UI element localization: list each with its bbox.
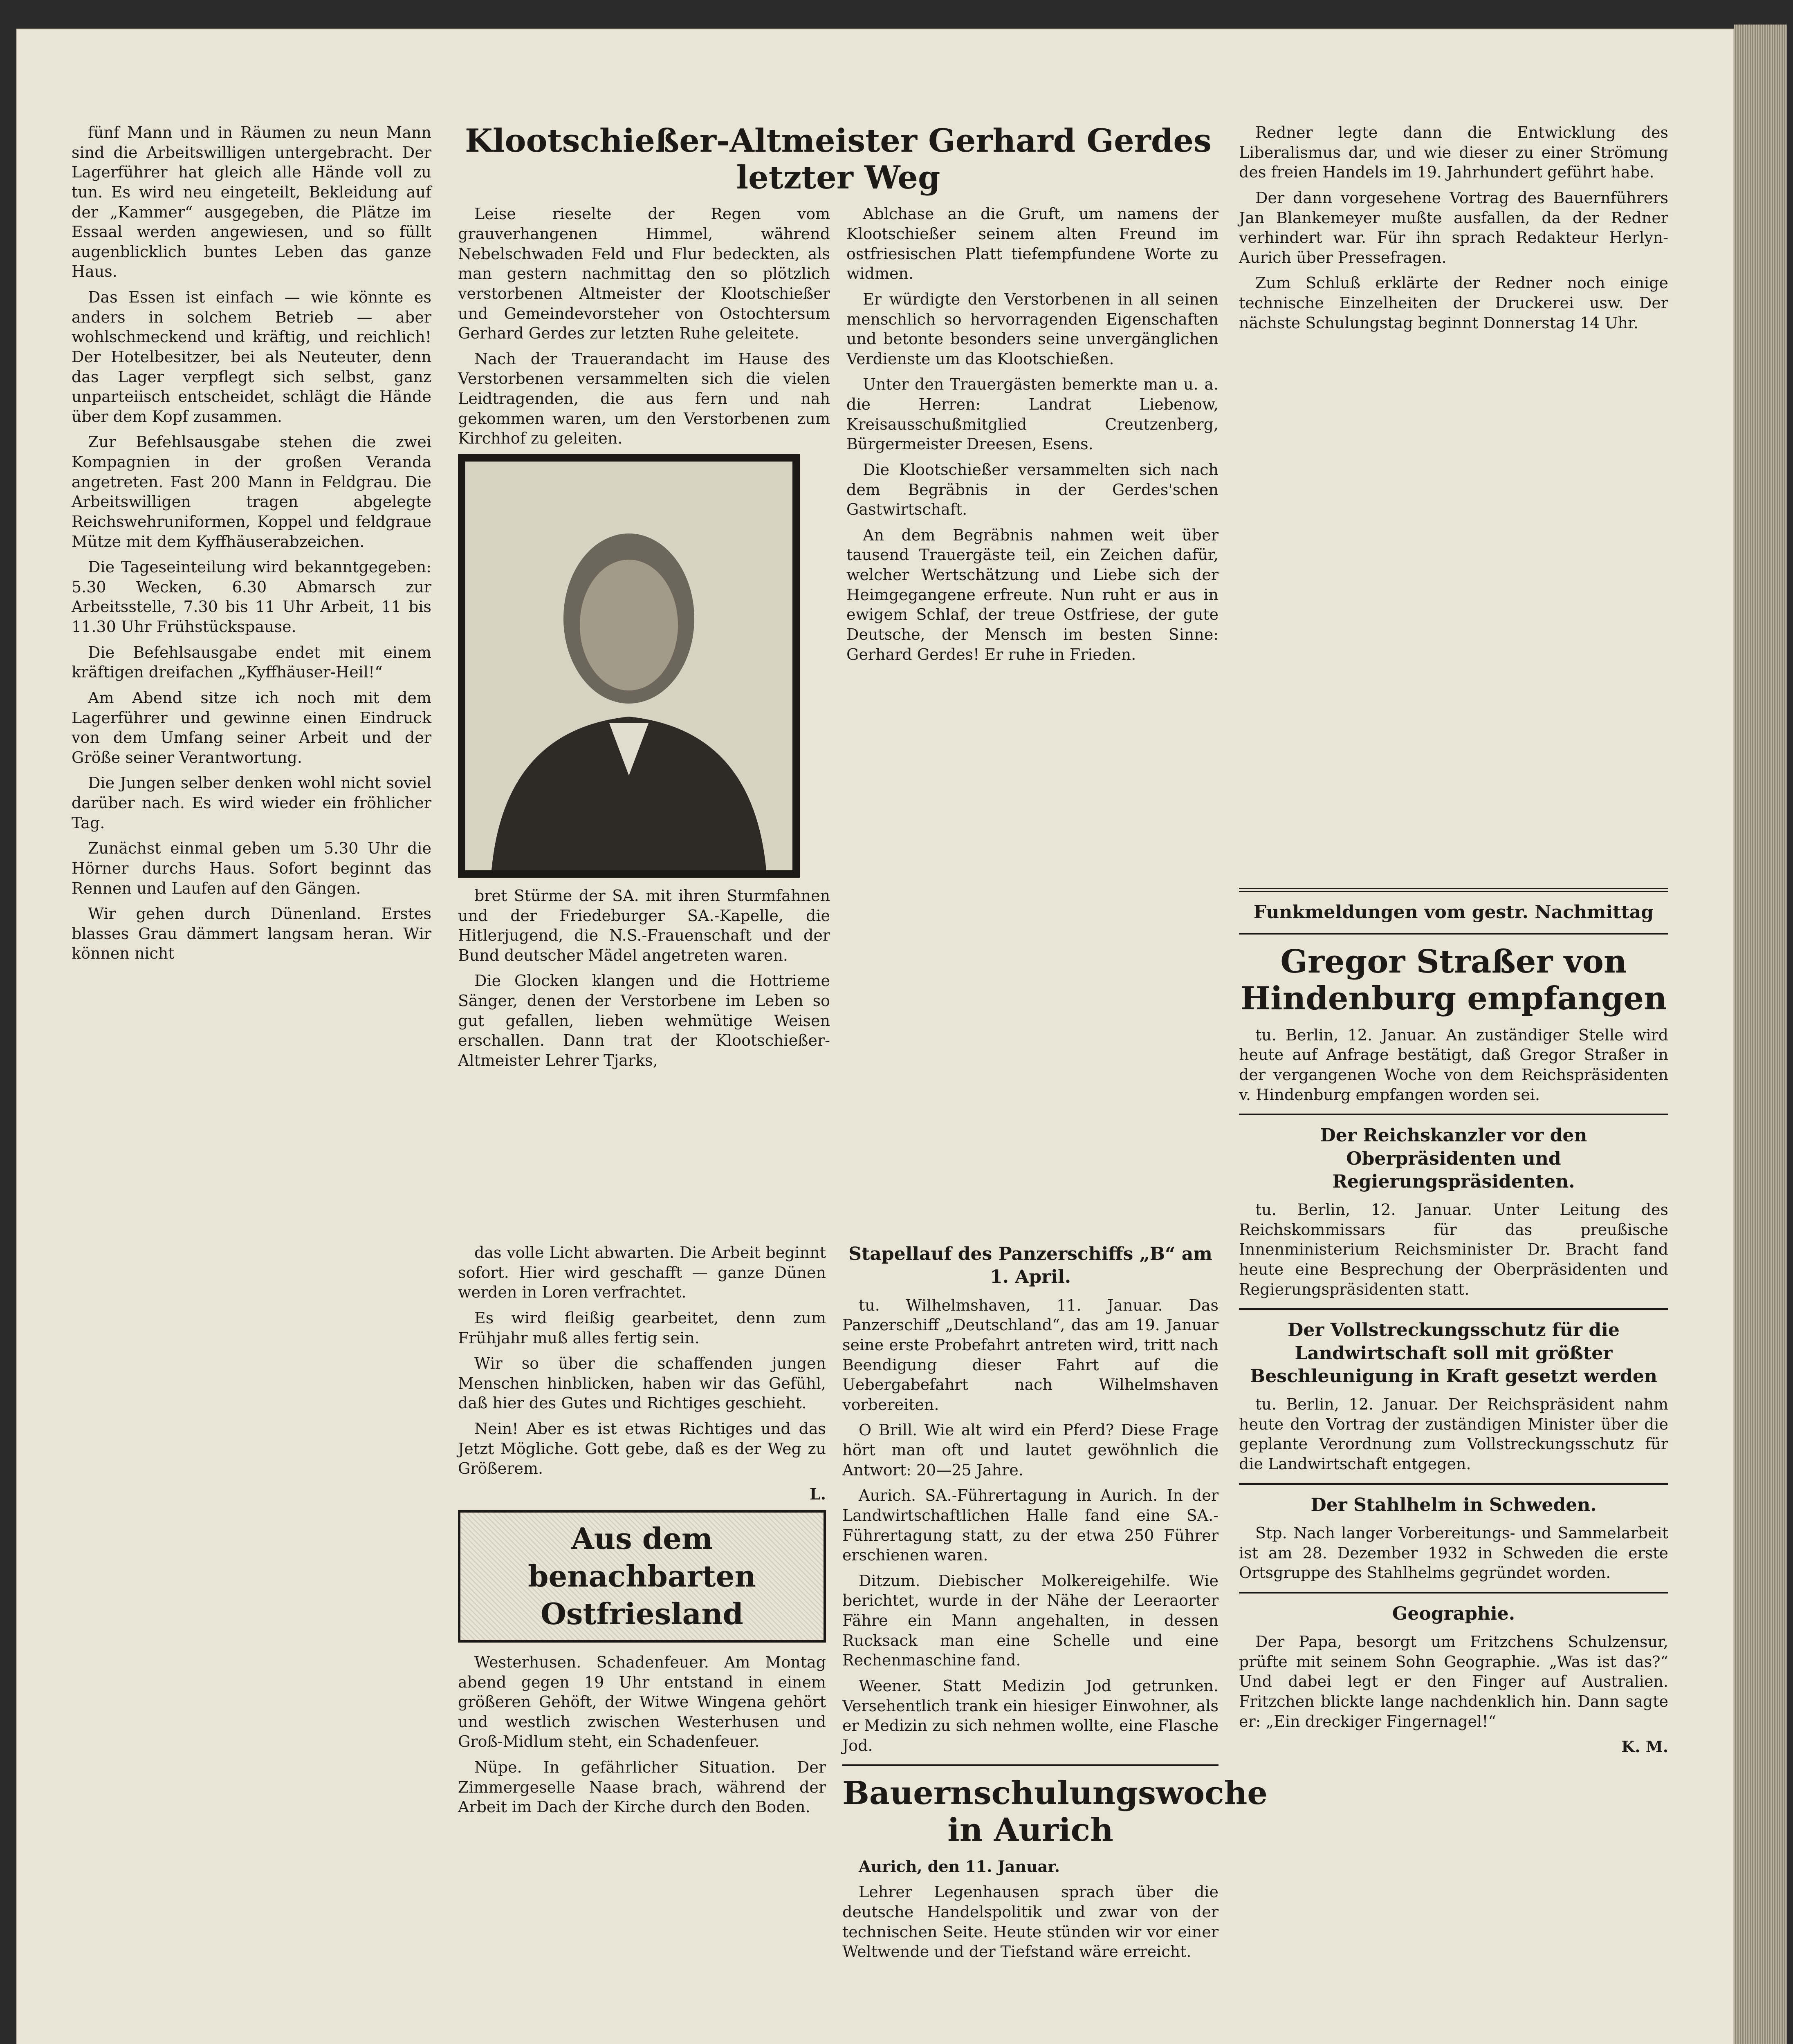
divider [1239, 1483, 1668, 1485]
news-paragraph: tu. Berlin, 12. Januar. Der Reichspräsident nahm heute den Vortrag der zuständigen Minister über die geplante Verordnung zum Vollstreckungsschutz für die Landwirtschaft entgegen. [1239, 1395, 1668, 1473]
page-edge [1734, 25, 1787, 2044]
main-article-left [458, 204, 830, 1076]
col5-paragraph: Wir so über die schaffenden jungen Menschen hinblicken, haben wir das Gefühl, daß hier des Gutes und Richtiges geschieht. [458, 1354, 826, 1412]
signature: L. [810, 1484, 826, 1503]
news-subheading: Der Vollstreckungsschutz für die Landwirtschaft soll mit größter Beschleunigung in Kraft gesetzt werden [1250, 1320, 1657, 1387]
col6-paragraph: Lehrer Legenhausen sprach über die deutsche Handelspolitik und zwar von der technischen Seite. Heute stünden wir vor einer Weltwende und der Tiefstand wäre erreicht. [842, 1883, 1219, 1961]
news-subheading: Der Stahlhelm in Schweden. [1311, 1494, 1597, 1515]
col5-paragraph: Nüpe. In gefährlicher Situation. Der Zimmergeselle Naase brach, während der Arbeit im Dach der Kirche durch den Boden. [458, 1758, 826, 1816]
news-headline: Gregor Straßer von Hindenburg empfangen [1240, 943, 1667, 1017]
article-paragraph: Unter den Trauergästen bemerkte man u. a. die Herren: Landrat Liebenow, Kreisausschußmitglied Creutzenberg, Bürgermeister Dreesen, Esens. [846, 375, 1219, 453]
col5-paragraph: Nein! Aber es ist etwas Richtiges und das Jetzt Mögliche. Gott gebe, daß es der Weg zu Größerem. [458, 1420, 826, 1478]
main-article [458, 123, 1219, 1076]
article-paragraph: An dem Begräbnis nahmen weit über tausend Trauergäste teil, ein Zeichen dafür, welcher Wertschätzung und Liebe sich der Heimgegangene erfreute. Nun ruht er aus in ewigem Schlaf, der treue Ostfriese, der gute Deutsche, der Mensch im besten Sinne: Gerhard Gerdes! Er ruhe in Frieden. [846, 526, 1219, 663]
col1-paragraph: Das Essen ist einfach — wie könnte es anders in solchem Betrieb — aber wohlschmeckend und kräftig, und reichlich! Der Hotelbesitzer, bei als Neuteuter, denn das Lager verpflegt sich selbst, ganz unparteiisch entscheidet, schlägt die Hände über dem Kopf zusammen. [72, 288, 431, 426]
col1-paragraph: Die Jungen selber denken wohl nicht soviel darüber nach. Es wird wieder ein fröhlicher Tag. [72, 774, 431, 832]
col6-paragraph: Ditzum. Diebischer Molkereigehilfe. Wie berichtet, wurde in der Nähe der Leeraorter Fähre ein Mann angehalten, in dessen Rucksack man eine Schelle und eine Rechenmaschine fand. [842, 1571, 1219, 1670]
news-headline: Bauernschulungswoche in Aurich [842, 1775, 1268, 1849]
portrait-image [465, 462, 792, 870]
column-left [72, 123, 431, 969]
regional-news-box-heading: Aus dem benachbarten Ostfriesland [458, 1510, 826, 1643]
divider [1239, 1114, 1668, 1115]
portrait-photo [458, 454, 800, 878]
col1-paragraph: Wir gehen durch Dünenland. Erstes blasses Grau dämmert langsam heran. Wir können nicht [72, 905, 431, 963]
col6-paragraph: tu. Wilhelmshaven, 11. Januar. Das Panzerschiff „Deutschland“, das am 19. Januar seine erste Probefahrt antreten wird, tritt nach Beendigung dieser Fahrt auf die Uebergabefahrt nach Wilhelmshaven vorbereiten. [842, 1296, 1219, 1414]
divider [842, 1764, 1219, 1766]
col6-paragraph: Weener. Statt Medizin Jod getrunken. Versehentlich trank ein hiesiger Einwohner, als er Medizin zu sich nehmen wollte, eine Flasche Jod. [842, 1676, 1219, 1755]
article-paragraph: bret Stürme der SA. mit ihren Sturmfahnen und der Friedeburger SA.-Kapelle, die Hitlerjugend, die N.S.-Frauenschaft und der Bund deutscher Mädel angetreten waren. [458, 886, 830, 964]
signature: K. M. [1621, 1737, 1668, 1756]
article-paragraph: Die Klootschießer versammelten sich nach dem Begräbnis in der Gerdes'schen Gastwirtschaft. [846, 460, 1219, 519]
col3-paragraph: Zum Schluß erklärte der Redner noch einige technische Einzelheiten der Druckerei usw. Der nächste Schulungstag beginnt Donnerstag 14 Uhr. [1239, 274, 1668, 332]
divider [1239, 888, 1668, 892]
col1-paragraph: Am Abend sitze ich noch mit dem Lagerführer und gewinne einen Eindruck von dem Umfang seiner Arbeit und der Größe seiner Verantwortung. [72, 688, 431, 766]
news-column [1239, 879, 1668, 1763]
col1-paragraph: fünf Mann und in Räumen zu neun Mann sind die Arbeitswilligen untergebracht. Der Lagerführer hat gleich alle Hände voll zu tun. Es wird neu eingeteilt, Bekleidung auf der „Kammer“ ausgegeben, die Plätze im Essaal werden angewiesen, und so füllt augenblicklich buntes Leben das ganze Haus. [72, 123, 431, 281]
main-article-right [846, 204, 1219, 1076]
column-right-top [1239, 123, 1668, 338]
news-paragraph: Der Papa, besorgt um Fritzchens Schulzensur, prüfte mit seinem Sohn Geographie. „Was ist das?“ Und dabei legt er den Finger auf Australien. Fritzchen blickte lange nachdenklich hin. Dann sagte er: „Ein dreckiger Fingernagel!“ [1239, 1633, 1668, 1730]
divider [1239, 1308, 1668, 1310]
news-subheading: Stapellauf des Panzerschiffs „B“ am 1. April. [848, 1244, 1212, 1288]
col1-paragraph: Zur Befehlsausgabe stehen die zwei Kompagnien in der großen Veranda angetreten. Fast 200 Mann in Feldgrau. Die Arbeitswilligen tragen abgelegte Reichswehruniformen, Koppel und feldgraue Mütze mit dem Kyffhäuserabzeichen. [72, 433, 431, 551]
col3-paragraph: Der dann vorgesehene Vortrag des Bauernführers Jan Blankemeyer mußte ausfallen, da der Redner verhindert war. Für ihn sprach Redakteur Herlyn-Aurich über Pressefragen. [1239, 188, 1668, 267]
main-headline: Klootschießer-Altmeister Gerhard Gerdes letzter Weg [465, 122, 1212, 196]
col1-paragraph: Die Tageseinteilung wird bekanntgegeben: 5.30 Wecken, 6.30 Abmarsch zur Arbeitsstelle, 7.30 bis 11 Uhr Arbeit, 11 bis 11.30 Uhr Frühstückspause. [72, 558, 431, 636]
news-paragraph: tu. Berlin, 12. Januar. An zuständiger Stelle wird heute auf Anfrage bestätigt, daß Gregor Straßer in der vergangenen Woche von dem Reichspräsidenten v. Hindenburg empfangen worden sei. [1239, 1026, 1668, 1104]
news-paragraph: Stp. Nach langer Vorbereitungs- und Sammelarbeit ist am 28. Dezember 1932 in Schweden die erste Ortsgruppe des Stahlhelms gegründet worden. [1239, 1524, 1668, 1582]
news-paragraph: tu. Berlin, 12. Januar. Unter Leitung des Reichskommissars für das preußische Innenministerium Reichsminister Dr. Bracht fand heute eine Besprechung der Oberpräsidenten und Regierungspräsidenten statt. [1239, 1201, 1668, 1298]
column-lower-left [458, 1243, 826, 1823]
article-paragraph: Ablchase an die Gruft, um namens der Klootschießer seinem alten Freund im ostfriesischen Platt tiefempfundene Worte zu widmen. [846, 205, 1219, 283]
article-paragraph: Die Glocken klangen und die Hottrieme Sänger, denen der Verstorbene im Leben so gut gefallen, lieben wehmütige Weisen erschallen. Dann trat der Klootschießer-Altmeister Lehrer Tjarks, [458, 972, 830, 1069]
article-paragraph: Leise rieselte der Regen vom grauverhangenen Himmel, während Nebelschwaden Feld und Flur bedeckten, als man gestern nachmittag den so plötzlich verstorbenen Altmeister der Klootschießer und Gemeindevorsteher von Ostochtersum Gerhard Gerdes zur letzten Ruhe geleitete. [458, 205, 830, 343]
article-paragraph: Nach der Trauerandacht im Hause des Verstorbenen versammelten sich die vielen Leidtragenden, die aus fern und nah gekommen waren, um den Verstorbenen zum Kirchhof zu geleiten. [458, 350, 830, 448]
article-paragraph: Er würdigte den Verstorbenen in all seinen menschlich so hervorragenden Eigenschaften und betonte besonders seine unvergänglichen Verdienste um das Klootschießen. [846, 290, 1219, 368]
col3-paragraph: Redner legte dann die Entwicklung des Liberalismus dar, und wie dieser zu einer Strömung des freien Handels im 19. Jahrhundert geführt habe. [1239, 123, 1668, 182]
col5-paragraph: das volle Licht abwarten. Die Arbeit beginnt sofort. Hier wird geschafft — ganze Dünen werden in Loren verfrachtet. [458, 1244, 826, 1302]
divider [1239, 933, 1668, 935]
dateline: Aurich, den 11. Januar. [859, 1857, 1060, 1876]
column-lower-right [842, 1243, 1268, 1968]
col6-paragraph: Aurich. SA.-Führertagung in Aurich. In der Landwirtschaftlichen Halle fand eine SA.-Führertagung statt, zu der etwa 250 Führer erschienen waren. [842, 1486, 1219, 1564]
section-heading: Funkmeldungen vom gestr. Nachmittag [1253, 902, 1654, 923]
divider [1239, 1592, 1668, 1594]
col5-paragraph: Westerhusen. Schadenfeuer. Am Montag abend gegen 19 Uhr entstand in einem größeren Gehöft, der Witwe Wingena gehört und westlich zwischen Westerhusen und Groß-Midlum steht, ein Schadenfeuer. [458, 1653, 826, 1751]
col1-paragraph: Zunächst einmal geben um 5.30 Uhr die Hörner durchs Haus. Sofort beginnt das Rennen und Laufen auf den Gängen. [72, 839, 431, 897]
news-subheading: Der Reichskanzler vor den Oberpräsidenten und Regierungspräsidenten. [1320, 1125, 1587, 1192]
col1-paragraph: Die Befehlsausgabe endet mit einem kräftigen dreifachen „Kyffhäuser-Heil!“ [72, 643, 431, 681]
news-subheading: Geographie. [1392, 1603, 1515, 1624]
col6-paragraph: O Brill. Wie alt wird ein Pferd? Diese Frage hört man oft und lautet gewöhnlich die Antwort: 20—25 Jahre. [842, 1421, 1219, 1479]
col5-paragraph: Es wird fleißig gearbeitet, denn zum Frühjahr muß alles fertig sein. [458, 1309, 826, 1347]
